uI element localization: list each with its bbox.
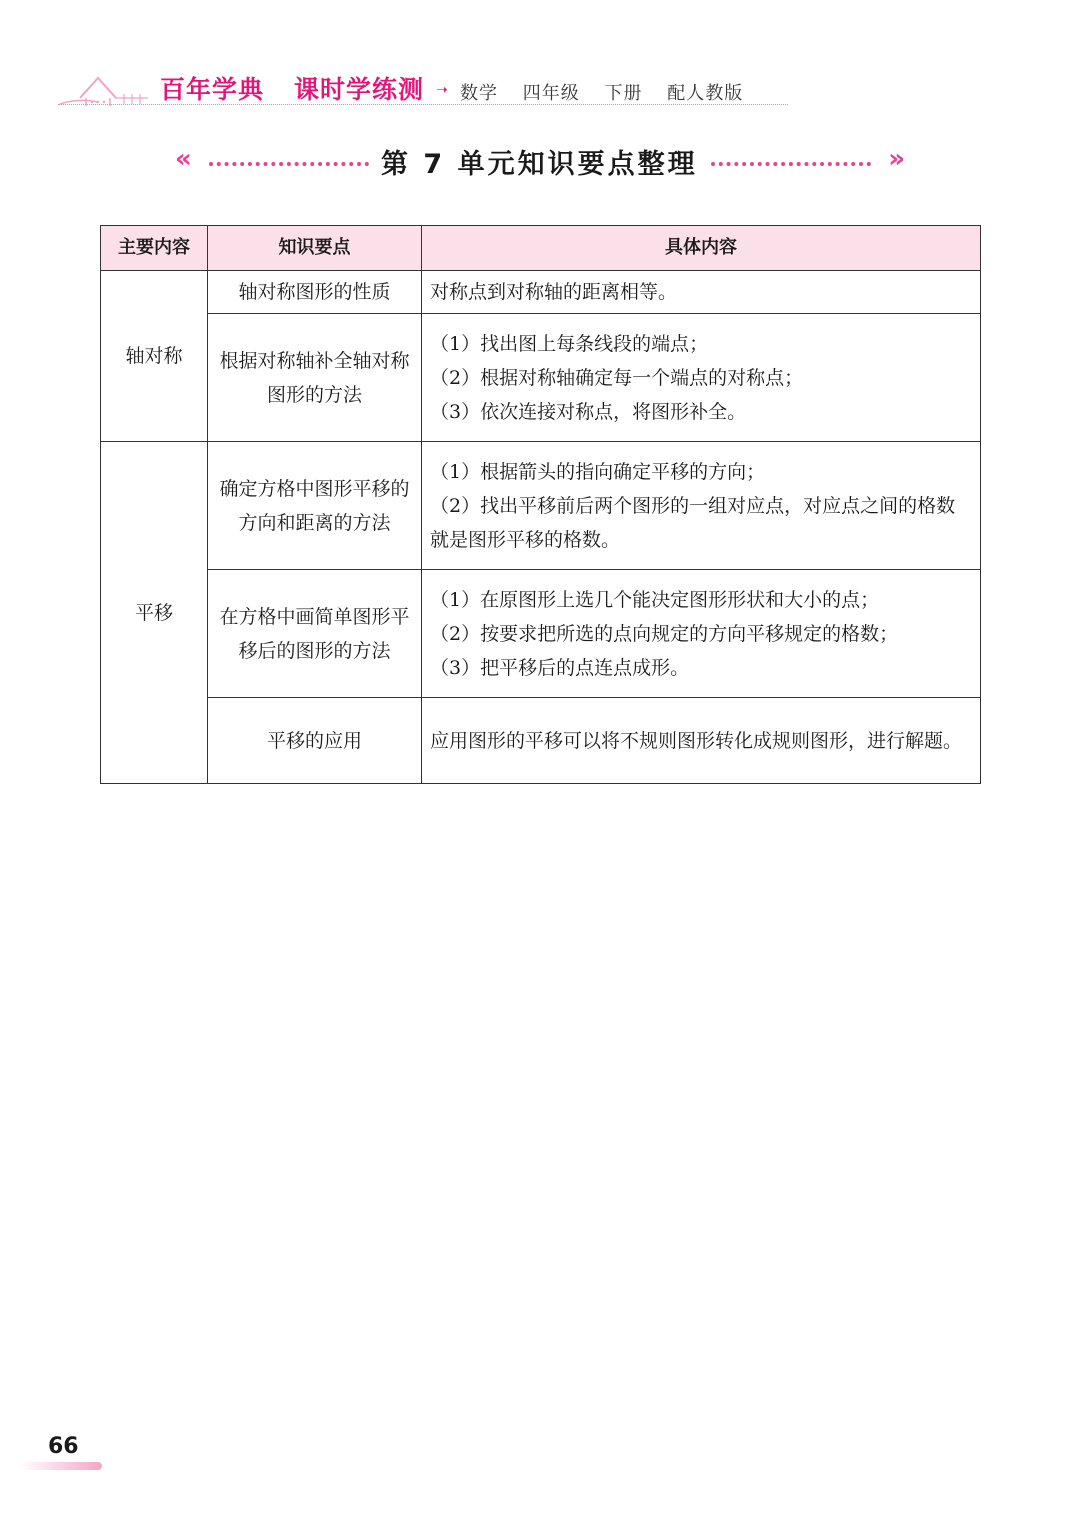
grade-label: 四年级 xyxy=(522,83,580,104)
edition-label: 配人教版 xyxy=(667,83,744,104)
detail-cell xyxy=(422,442,981,570)
arrow-icon: ➝ xyxy=(436,82,448,98)
key-point-cell: 在方格中画简单图形平移后的图形的方法 xyxy=(208,570,422,698)
key-point-cell: 轴对称图形的性质 xyxy=(208,271,422,314)
detail-line: （1）在原图形上选几个能决定图形形状和大小的点； xyxy=(430,588,880,611)
unit-title: 第 7 单元知识要点整理 xyxy=(381,149,698,180)
key-point-cell: 平移的应用 xyxy=(208,698,422,784)
table-row xyxy=(101,698,981,784)
table-header-row xyxy=(101,226,981,271)
unit-title-banner xyxy=(175,142,905,188)
detail-line: （2）按要求把所选的点向规定的方向平移规定的格数； xyxy=(430,622,899,645)
page-number-bar xyxy=(20,1462,102,1470)
subject-label: 数学 xyxy=(460,83,498,104)
table-row xyxy=(101,570,981,698)
volume-label: 下册 xyxy=(604,83,643,104)
detail-line: （1）根据箭头的指向确定平移的方向； xyxy=(430,460,766,483)
detail-cell xyxy=(422,698,981,784)
detail-line: （3）把平移后的点连点成形。 xyxy=(430,656,690,679)
double-chevron-left-icon: « xyxy=(175,144,192,174)
column-header-main-content: 主要内容 xyxy=(101,226,208,271)
table-row xyxy=(101,314,981,442)
house-logo-icon xyxy=(58,68,153,108)
table-row xyxy=(101,271,981,314)
key-point-cell: 确定方格中图形平移的方向和距离的方法 xyxy=(208,442,422,570)
detail-cell xyxy=(422,570,981,698)
category-axial-symmetry: 轴对称 xyxy=(101,271,208,442)
double-chevron-right-icon: » xyxy=(888,144,905,174)
knowledge-table xyxy=(100,225,981,784)
detail-cell xyxy=(422,271,981,314)
detail-line: （2）找出平移前后两个图形的一组对应点，对应点之间的格数就是图形平移的格数。 xyxy=(430,494,956,551)
detail-line: 对称点到对称轴的距离相等。 xyxy=(430,281,678,303)
dotted-rule-left xyxy=(209,162,369,166)
column-header-key-point: 知识要点 xyxy=(208,226,422,271)
table-row xyxy=(101,442,981,570)
category-translation: 平移 xyxy=(101,442,208,784)
header-divider xyxy=(58,104,788,105)
page-header xyxy=(58,62,788,122)
detail-line: （1）找出图上每条线段的端点； xyxy=(430,332,709,355)
column-header-details: 具体内容 xyxy=(422,226,981,271)
key-point-cell: 根据对称轴补全轴对称图形的方法 xyxy=(208,314,422,442)
series-name: 课时学练测 xyxy=(294,75,425,104)
detail-line: （2）根据对称轴确定每一个端点的对称点； xyxy=(430,366,804,389)
detail-cell xyxy=(422,314,981,442)
detail-line: （3）依次连接对称点，将图形补全。 xyxy=(430,400,747,423)
book-meta xyxy=(460,79,761,105)
page-number: 66 xyxy=(48,1434,79,1459)
dotted-rule-right xyxy=(711,162,871,166)
detail-line: 应用图形的平移可以将不规则图形转化成规则图形，进行解题。 xyxy=(430,729,963,752)
brand-name: 百年学典 xyxy=(160,75,265,104)
